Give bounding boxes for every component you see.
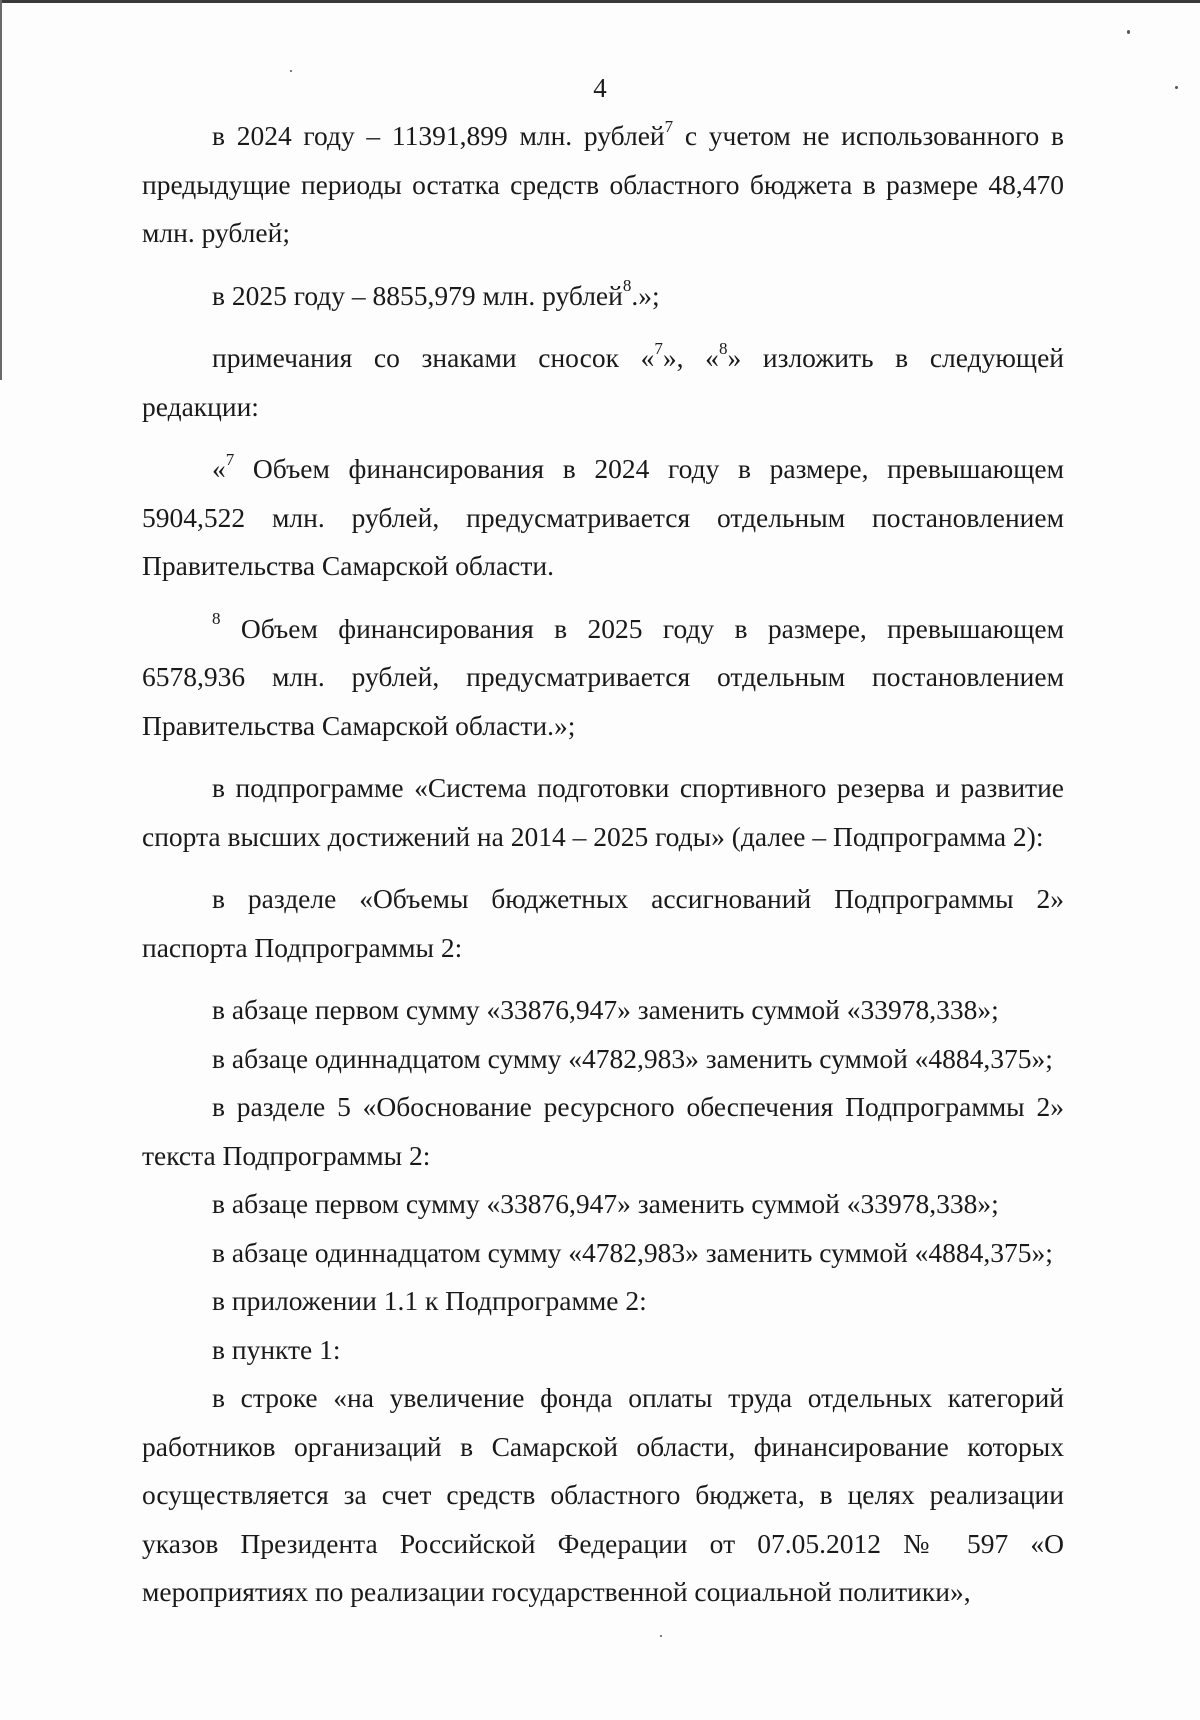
scan-top-edge	[0, 0, 1200, 3]
paragraph-row-wage-fund: в строке «на увеличение фонда оплаты труда отдельных категорий работников организаций в Самарской области, финансирование которых осуществляется за счет средств областного бюджета, в целях реализации указов Президента Российской Федерации от 07.05.2012 № 597 «О мероприятиях по реализации государственной социальной политики»,	[142, 1382, 1064, 1607]
scan-speck	[1127, 30, 1130, 34]
paragraph-funding-2025	[142, 272, 1064, 321]
paragraph-section-5: в разделе 5 «Обоснование ресурсного обеспечения Подпрограммы 2» текста Подпрограммы 2:	[142, 1091, 1064, 1171]
paragraph-appendix: в приложении 1.1 к Подпрограмме 2:	[212, 1285, 647, 1316]
paragraph-budget-section: в разделе «Объемы бюджетных ассигнований Подпрограммы 2» паспорта Подпрограммы 2:	[142, 883, 1064, 963]
footnote-mark-8: 8	[212, 609, 221, 629]
text-run: », «	[662, 342, 719, 373]
text-run: в 2025 году – 8855,979 млн. рублей	[212, 279, 623, 311]
paragraph-footnote-8	[142, 605, 1064, 751]
paragraph-subprogram-2: в подпрограмме «Система подготовки спортивного резерва и развитие спорта высших достижений на 2014 – 2025 годы» (далее – Подпрограмма 2):	[142, 772, 1064, 852]
text-run: .»;	[631, 279, 660, 311]
footnote-mark-8: 8	[718, 338, 728, 358]
text-run: Объем финансирования в 2025 году в размере, превышающем 6578,936 млн. рублей, предусматривается отдельным постановлением Правительства Самарской области.»;	[142, 612, 1064, 741]
footnote-mark-7: 7	[225, 449, 235, 469]
text-run: примечания со знаками сносок «	[212, 342, 655, 373]
footnote-mark-8: 8	[622, 276, 632, 296]
text-run: «	[212, 453, 226, 484]
paragraph-eleventh-abzac: в абзаце одиннадцатом сумму «4782,983» заменить суммой «4884,375»;	[212, 1042, 1053, 1074]
scan-speck	[660, 1635, 662, 1637]
page-number: 4	[593, 73, 607, 103]
paragraph-first-abzac: в абзаце первом сумму «33876,947» заменить суммой «33978,338»;	[212, 994, 999, 1025]
paragraph-first-abzac: в абзаце первом сумму «33876,947» заменить суммой «33978,338»;	[212, 1188, 999, 1219]
text-run: » изложить в следующей редакции:	[142, 342, 1065, 422]
text-run: с учетом не использованного в предыдущие периоды остатка средств областного бюджета в размере 48,470 млн. рублей;	[142, 120, 1064, 248]
footnote-mark-7: 7	[654, 338, 663, 358]
paragraph-footnote-notes	[142, 334, 1064, 431]
text-run: в 2024 году – 11391,899 млн. рублей	[212, 120, 665, 151]
paragraph-funding-2024	[142, 112, 1064, 258]
scan-left-edge	[0, 0, 2, 380]
footnote-mark-7: 7	[664, 116, 674, 136]
text-run: Объем финансирования в 2024 году в размере, превышающем 5904,522 млн. рублей, предусматривается отдельным постановлением Правительства Самарской области.	[142, 453, 1064, 581]
document-body	[142, 112, 1064, 1617]
paragraph-point-1: в пункте 1:	[212, 1333, 341, 1365]
paragraph-eleventh-abzac: в абзаце одиннадцатом сумму «4782,983» заменить суммой «4884,375»;	[212, 1236, 1053, 1268]
paragraph-footnote-7	[142, 445, 1064, 591]
